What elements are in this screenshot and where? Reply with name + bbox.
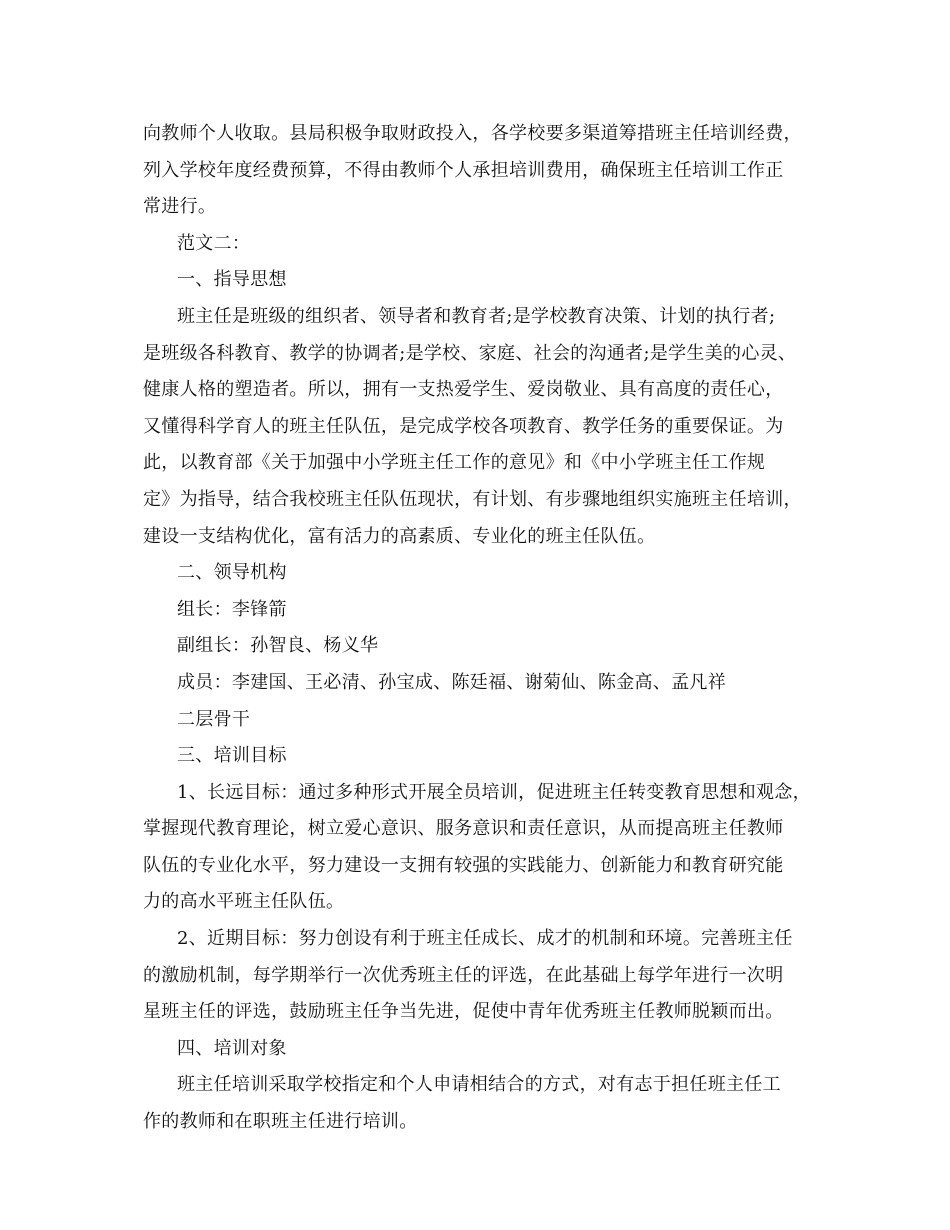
- document-body: [143, 116, 813, 1141]
- heading-leadership: 二、领导机构: [177, 562, 287, 584]
- text-line-3: 常进行。: [143, 196, 217, 218]
- text-line-17: 二层骨干: [177, 708, 251, 730]
- text-line-2: 列入学校年度经费预算，不得由教师个人承担培训费用，确保班主任培训工作正: [143, 159, 784, 181]
- text-line-12: 建设一支结构优化，富有活力的高素质、专业化的班主任队伍。: [143, 525, 656, 547]
- text-line-11: 定》为指导，结合我校班主任队伍现状，有计划、有步骤地组织实施班主任培训，: [143, 488, 802, 510]
- text-line-6: 班主任是班级的组织者、领导者和教育者;是学校教育决策、计划的执行者;: [177, 305, 776, 327]
- training-targets-line-2: 作的教师和在职班主任进行培训。: [143, 1111, 418, 1133]
- text-line-7: 是班级各科教育、教学的协调者;是学校、家庭、社会的沟通者;是学生美的心灵、: [143, 342, 797, 364]
- group-members: 成员：李建国、王必清、孙宝成、陈廷福、谢菊仙、陈金高、孟凡祥: [177, 671, 726, 693]
- text-line-10: 此，以教育部《关于加强中小学班主任工作的意见》和《中小学班主任工作规: [143, 452, 766, 474]
- section-label-example-two: 范文二：: [177, 232, 251, 254]
- heading-training-targets: 四、培训对象: [177, 1037, 287, 1059]
- text-line-8: 健康人格的塑造者。所以，拥有一支热爱学生、爱岗敬业、具有高度的责任心，: [143, 379, 784, 401]
- long-term-goal-line-1: 1、长远目标：通过多种形式开展全员培训，促进班主任转变教育思想和观念，: [177, 781, 811, 803]
- long-term-goal-line-4: 力的高水平班主任队伍。: [143, 891, 345, 913]
- text-line-1: 向教师个人收取。县局积极争取财政投入，各学校要多渠道筹措班主任培训经费，: [143, 123, 802, 144]
- heading-training-goals: 三、培训目标: [177, 745, 287, 767]
- text-line-9: 又懂得科学育人的班主任队伍，是完成学校各项教育、教学任务的重要保证。为: [143, 415, 784, 437]
- long-term-goal-line-3: 队伍的专业化水平，努力建设一支拥有较强的实践能力、创新能力和教育研究能: [143, 854, 784, 876]
- deputy-group-leaders: 副组长：孙智良、杨义华: [177, 635, 379, 657]
- short-term-goal-line-3: 星班主任的评选，鼓励班主任争当先进，促使中青年优秀班主任教师脱颖而出。: [143, 1001, 784, 1023]
- training-targets-line-1: 班主任培训采取学校指定和个人申请相结合的方式，对有志于担任班主任工: [177, 1074, 781, 1096]
- short-term-goal-line-1: 2、近期目标：努力创设有利于班主任成长、成才的机制和环境。完善班主任: [177, 928, 793, 950]
- heading-guiding-ideology: 一、指导思想: [177, 269, 287, 291]
- long-term-goal-line-2: 掌握现代教育理论，树立爱心意识、服务意识和责任意识，从而提高班主任教师: [143, 818, 784, 840]
- group-leader: 组长：李锋箭: [177, 598, 287, 620]
- short-term-goal-line-2: 的激励机制，每学期举行一次优秀班主任的评选，在此基础上每学年进行一次明: [143, 964, 784, 986]
